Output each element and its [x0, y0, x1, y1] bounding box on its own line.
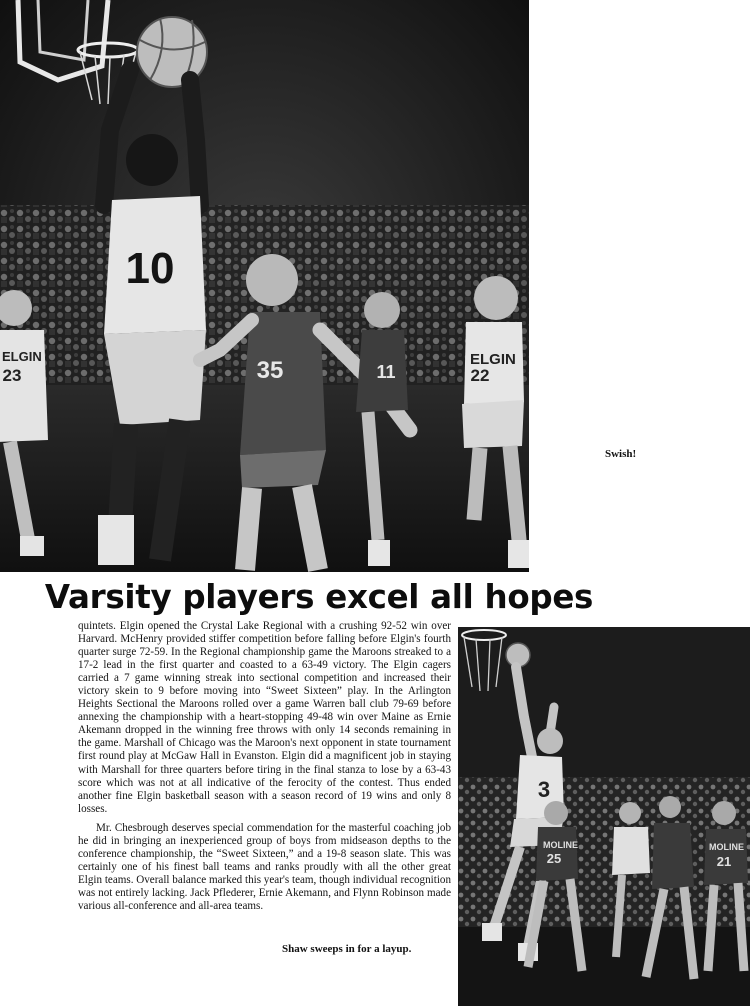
jersey-text-elgin-right: ELGIN — [470, 351, 516, 368]
article-paragraph: quintets. Elgin opened the Crystal Lake Regional with a crushing 92-52 win over Harvard. McHenry provided stiffer competition before falling before Elgin's fourth quarter surge 72-59. In the Regional championship game the Maroons streaked to a 17-2 lead in the first quarter and coasted to a 63-49 victory. The Elgin cagers carried a 7 game winning streak into sectional competition and increased their victory skein to 9 before moving into “Sweet Sixteen” play. In the Arlington Heights Sectional the Maroons rolled over a game Warren ball club 79-69 before annexing the championship with a heart-stopping 49-48 win over Maine as Ernie Akemann dropped in the winning free throws with only 14 seconds remaining in the game. Marshall of Chicago was the Maroon's next opponent in state tournament first round play at McGaw Hall in Evanston. Elgin did a magnificent job in staying with Marshall for three quarters before tiring in the final stanza to lose by a 63-43 score which was not at all indicative of the ferocity of the contest. Thus ended another fine Elgin basketball season with a season record of 19 wins and only 8 losses. — [78, 620, 451, 815]
photo-caption-bottom: Shaw sweeps in for a layup. — [282, 943, 412, 955]
jersey-number-35: 35 — [256, 357, 284, 384]
jersey-text-moline-right: MOLINE — [709, 842, 744, 852]
article-body — [78, 620, 451, 913]
jersey-number-21: 21 — [716, 854, 732, 869]
headline: Varsity players excel all hopes — [44, 578, 594, 616]
jersey-number-22: 22 — [470, 366, 490, 385]
photo-caption-top: Swish! — [605, 448, 637, 460]
jersey-text-moline-left: MOLINE — [543, 840, 578, 850]
jersey-number-10: 10 — [125, 244, 175, 293]
jersey-number-3: 3 — [537, 777, 551, 802]
jersey-number-25: 25 — [546, 851, 562, 866]
basketball-photo-top — [0, 0, 529, 572]
basketball-photo-bottom — [458, 627, 750, 1006]
article-paragraph: Mr. Chesbrough deserves special commendation for the masterful coaching job he did in bringing an inexperienced group of boys from midseason depths to the conference championship, the “Sweet Sixteen,” and a 19-8 season slate. This was certainly one of his finest ball teams and ranks proudly with all the other great Elgin teams. Overall balance marked this year's team, though individual recognition was not entirely lacking. Jack Pflederer, Ernie Akemann, and Flynn Robinson made various all-conference and all-area teams. — [78, 821, 451, 912]
jersey-number-11: 11 — [376, 362, 396, 382]
jersey-text-elgin-left: ELGIN — [2, 349, 42, 364]
jersey-number-23: 23 — [2, 366, 22, 385]
